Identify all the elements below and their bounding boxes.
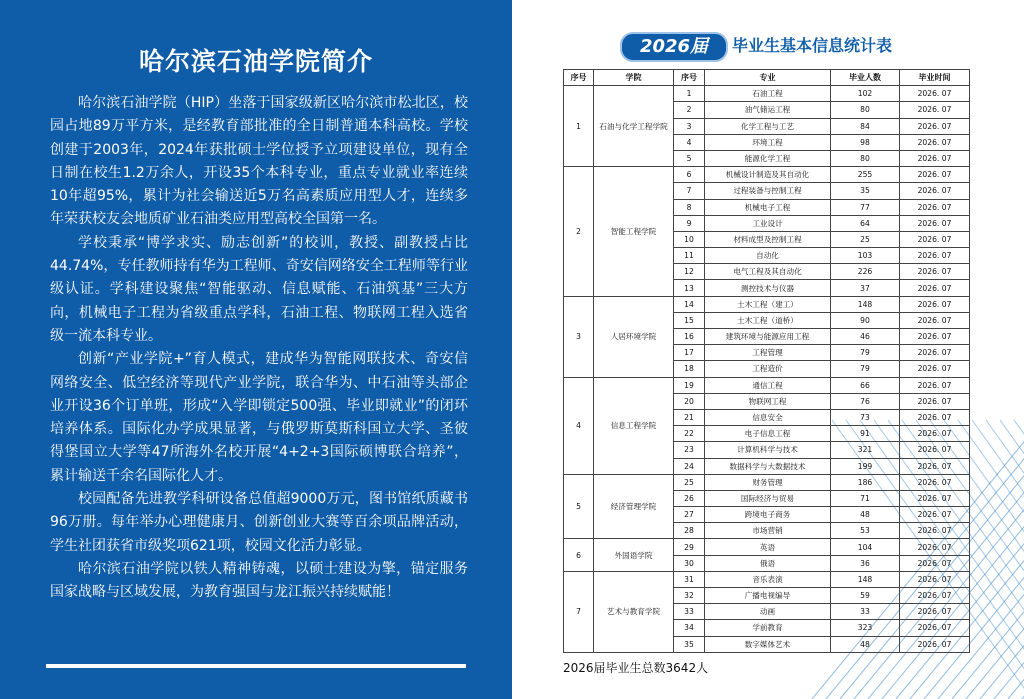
major-name-cell: 土木工程（建工） — [705, 296, 831, 312]
graduation-date-cell: 2026. 07 — [900, 215, 970, 231]
graduation-date-cell: 2026. 07 — [900, 555, 970, 571]
graduation-date-cell: 2026. 07 — [900, 118, 970, 134]
major-name-cell: 环境工程 — [705, 134, 831, 150]
table-body — [564, 86, 970, 653]
major-name-cell: 能源化学工程 — [705, 150, 831, 166]
table-row — [564, 86, 970, 102]
graduate-count-cell: 71 — [831, 490, 900, 506]
major-name-cell: 过程装备与控制工程 — [705, 183, 831, 199]
header-college-no: 序号 — [564, 70, 594, 86]
table-row — [564, 296, 970, 312]
intro-body — [50, 92, 468, 605]
major-number-cell: 24 — [674, 458, 705, 474]
graduation-date-cell: 2026. 07 — [900, 507, 970, 523]
bottom-divider — [46, 664, 466, 668]
graduation-date-cell: 2026. 07 — [900, 636, 970, 652]
graduate-count-cell: 80 — [831, 102, 900, 118]
graduate-count-cell: 77 — [831, 199, 900, 215]
major-name-cell: 数据科学与大数据技术 — [705, 458, 831, 474]
graduation-date-cell: 2026. 07 — [900, 102, 970, 118]
major-name-cell: 数字媒体艺术 — [705, 636, 831, 652]
major-number-cell: 2 — [674, 102, 705, 118]
major-name-cell: 动画 — [705, 604, 831, 620]
table-header-row — [564, 70, 970, 86]
graduate-count-cell: 91 — [831, 426, 900, 442]
major-number-cell: 6 — [674, 167, 705, 183]
major-name-cell: 英语 — [705, 539, 831, 555]
graduate-count-cell: 36 — [831, 555, 900, 571]
major-number-cell: 13 — [674, 280, 705, 296]
intro-paragraph: 创新“产业学院+”育人模式，建成华为智能网联技术、奇安信网络安全、低空经济等现代产业学院，联合华为、中石油等头部企业开设36个订单班，形成“入学即锁定500强、毕业即就业”的闭环培养体系。国际化办学成果显著，与俄罗斯莫斯科国立大学、圣彼得堡国立大学等47所海外名校开展“4+2+3国际硕博联合培养”，累计输送千余名国际化人才。 — [50, 351, 468, 484]
major-number-cell: 30 — [674, 555, 705, 571]
major-name-cell: 音乐表演 — [705, 571, 831, 587]
major-number-cell: 1 — [674, 86, 705, 102]
college-number-cell: 2 — [564, 167, 594, 297]
intro-title: 哈尔滨石油学院简介 — [138, 47, 373, 76]
graduate-count-cell: 59 — [831, 588, 900, 604]
major-name-cell: 石油工程 — [705, 86, 831, 102]
major-name-cell: 工程造价 — [705, 361, 831, 377]
major-name-cell: 材料成型及控制工程 — [705, 231, 831, 247]
graduation-date-cell: 2026. 07 — [900, 426, 970, 442]
major-number-cell: 15 — [674, 312, 705, 328]
graduate-count-cell: 76 — [831, 393, 900, 409]
graduation-date-cell: 2026. 07 — [900, 490, 970, 506]
graduate-count-cell: 255 — [831, 167, 900, 183]
graduation-date-cell: 2026. 07 — [900, 539, 970, 555]
table-title: 毕业生基本信息统计表 — [732, 36, 893, 55]
header-major: 专业 — [705, 70, 831, 86]
graduation-date-cell: 2026. 07 — [900, 280, 970, 296]
decorative-stripe — [1000, 420, 1024, 699]
college-name-cell: 智能工程学院 — [594, 167, 674, 297]
college-number-cell: 6 — [564, 539, 594, 571]
major-number-cell: 17 — [674, 345, 705, 361]
major-name-cell: 信息安全 — [705, 409, 831, 425]
graduate-count-cell: 186 — [831, 474, 900, 490]
major-number-cell: 33 — [674, 604, 705, 620]
intro-paragraph: 校园配备先进教学科研设备总值超9000万元，图书馆纸质藏书96万册。每年举办心理健康月、创新创业大赛等百余项品牌活动，学生社团获省市级奖项621项，校园文化活力彰显。 — [50, 491, 468, 554]
major-name-cell: 机械设计制造及其自动化 — [705, 167, 831, 183]
graduation-date-cell: 2026. 07 — [900, 134, 970, 150]
major-name-cell: 建筑环境与能源应用工程 — [705, 329, 831, 345]
intro-paragraph: 哈尔滨石油学院以铁人精神铸魂，以硕士建设为擎，锚定服务国家战略与区域发展，为教育强国与龙江振兴持续赋能！ — [50, 560, 468, 601]
graduation-date-cell: 2026. 07 — [900, 361, 970, 377]
major-number-cell: 11 — [674, 248, 705, 264]
major-name-cell: 机械电子工程 — [705, 199, 831, 215]
major-number-cell: 14 — [674, 296, 705, 312]
graduation-date-cell: 2026. 07 — [900, 150, 970, 166]
major-name-cell: 物联网工程 — [705, 393, 831, 409]
graduate-count-cell: 104 — [831, 539, 900, 555]
graduate-count-cell: 84 — [831, 118, 900, 134]
graduate-count-cell: 79 — [831, 345, 900, 361]
graduation-date-cell: 2026. 07 — [900, 248, 970, 264]
major-number-cell: 20 — [674, 393, 705, 409]
graduate-count-cell: 33 — [831, 604, 900, 620]
graduate-count-cell: 79 — [831, 361, 900, 377]
college-number-cell: 5 — [564, 474, 594, 539]
intro-paragraph: 学校秉承“博学求实、励志创新”的校训，教授、副教授占比44.74%，专任教师持有华为工程师、奇安信网络安全工程师等行业级认证。学科建设聚焦“智能驱动、信息赋能、石油筑基”三大方向，机械电子工程为省级重点学科，石油工程、物联网工程入选省级一流本科专业。 — [50, 234, 468, 344]
major-number-cell: 28 — [674, 523, 705, 539]
major-name-cell: 工业设计 — [705, 215, 831, 231]
college-name-cell: 信息工程学院 — [594, 377, 674, 474]
college-name-cell: 人居环境学院 — [594, 296, 674, 377]
major-number-cell: 4 — [674, 134, 705, 150]
header-major-no: 序号 — [674, 70, 705, 86]
graduation-date-cell: 2026. 07 — [900, 345, 970, 361]
major-name-cell: 土木工程（道桥） — [705, 312, 831, 328]
major-number-cell: 35 — [674, 636, 705, 652]
graduate-count-cell: 321 — [831, 442, 900, 458]
major-number-cell: 32 — [674, 588, 705, 604]
title-year-badge: 2026届 — [620, 32, 728, 62]
decorative-stripe — [966, 420, 1024, 699]
graduation-date-cell: 2026. 07 — [900, 183, 970, 199]
graduate-count-cell: 48 — [831, 507, 900, 523]
major-number-cell: 12 — [674, 264, 705, 280]
college-number-cell: 4 — [564, 377, 594, 474]
major-number-cell: 23 — [674, 442, 705, 458]
graduate-count-cell: 25 — [831, 231, 900, 247]
graduation-date-cell: 2026. 07 — [900, 231, 970, 247]
major-number-cell: 22 — [674, 426, 705, 442]
college-name-cell: 外国语学院 — [594, 539, 674, 571]
graduate-count-cell: 148 — [831, 571, 900, 587]
major-number-cell: 29 — [674, 539, 705, 555]
major-number-cell: 9 — [674, 215, 705, 231]
graduate-count-cell: 148 — [831, 296, 900, 312]
graduation-date-cell: 2026. 07 — [900, 377, 970, 393]
major-number-cell: 8 — [674, 199, 705, 215]
table-row — [564, 571, 970, 587]
major-name-cell: 跨境电子商务 — [705, 507, 831, 523]
graduate-count-cell: 73 — [831, 409, 900, 425]
graduate-stats-table — [563, 69, 970, 653]
graduation-date-cell: 2026. 07 — [900, 167, 970, 183]
college-number-cell: 3 — [564, 296, 594, 377]
major-name-cell: 化学工程与工艺 — [705, 118, 831, 134]
graduation-date-cell: 2026. 07 — [900, 620, 970, 636]
major-number-cell: 26 — [674, 490, 705, 506]
major-number-cell: 19 — [674, 377, 705, 393]
graduate-count-cell: 90 — [831, 312, 900, 328]
graduation-date-cell: 2026. 07 — [900, 264, 970, 280]
table-row — [564, 167, 970, 183]
college-name-cell: 经济管理学院 — [594, 474, 674, 539]
graduate-count-cell: 323 — [831, 620, 900, 636]
graduation-date-cell: 2026. 07 — [900, 393, 970, 409]
decorative-stripe — [986, 420, 1024, 699]
college-name-cell: 石油与化学工程学院 — [594, 86, 674, 167]
header-count: 毕业人数 — [831, 70, 900, 86]
graduate-count-cell: 226 — [831, 264, 900, 280]
major-name-cell: 油气储运工程 — [705, 102, 831, 118]
major-name-cell: 广播电视编导 — [705, 588, 831, 604]
college-number-cell: 7 — [564, 571, 594, 652]
major-name-cell: 计算机科学与技术 — [705, 442, 831, 458]
graduation-date-cell: 2026. 07 — [900, 329, 970, 345]
major-number-cell: 25 — [674, 474, 705, 490]
graduation-date-cell: 2026. 07 — [900, 312, 970, 328]
decorative-stripe — [994, 420, 1024, 699]
graduation-date-cell: 2026. 07 — [900, 588, 970, 604]
graduation-date-cell: 2026. 07 — [900, 296, 970, 312]
major-number-cell: 5 — [674, 150, 705, 166]
major-number-cell: 3 — [674, 118, 705, 134]
major-number-cell: 7 — [674, 183, 705, 199]
graduation-date-cell: 2026. 07 — [900, 442, 970, 458]
major-name-cell: 通信工程 — [705, 377, 831, 393]
college-name-cell: 艺术与教育学院 — [594, 571, 674, 652]
graduation-date-cell: 2026. 07 — [900, 571, 970, 587]
college-number-cell: 1 — [564, 86, 594, 167]
table-row — [564, 539, 970, 555]
major-name-cell: 俄语 — [705, 555, 831, 571]
graduation-date-cell: 2026. 07 — [900, 604, 970, 620]
major-number-cell: 27 — [674, 507, 705, 523]
graduate-count-cell: 48 — [831, 636, 900, 652]
major-name-cell: 测控技术与仪器 — [705, 280, 831, 296]
major-number-cell: 16 — [674, 329, 705, 345]
major-name-cell: 市场营销 — [705, 523, 831, 539]
graduation-date-cell: 2026. 07 — [900, 86, 970, 102]
graduate-count-cell: 46 — [831, 329, 900, 345]
graduation-date-cell: 2026. 07 — [900, 409, 970, 425]
major-number-cell: 18 — [674, 361, 705, 377]
intro-paragraph: 哈尔滨石油学院（HIP）坐落于国家级新区哈尔滨市松北区，校园占地89万平方米，是经教育部批准的全日制普通本科高校。学校创建于2003年，2024年获批硕士学位授予立项建设单位，现有全日制在校生1.2万余人，开设35个本科专业，重点专业就业率连续10年超95%，累计为社会输送近5万名高素质应用型人才，连续多年荣获校友会地质矿业石油类应用型高校全国第一名。 — [50, 95, 468, 228]
major-name-cell: 自动化 — [705, 248, 831, 264]
graduation-date-cell: 2026. 07 — [900, 458, 970, 474]
graduate-count-cell: 199 — [831, 458, 900, 474]
major-name-cell: 国际经济与贸易 — [705, 490, 831, 506]
graduate-count-cell: 64 — [831, 215, 900, 231]
total-graduates: 2026届毕业生总数3642人 — [563, 661, 709, 675]
major-number-cell: 10 — [674, 231, 705, 247]
header-date: 毕业时间 — [900, 70, 970, 86]
graduate-count-cell: 102 — [831, 86, 900, 102]
graduation-date-cell: 2026. 07 — [900, 199, 970, 215]
graduate-count-cell: 35 — [831, 183, 900, 199]
major-name-cell: 电子信息工程 — [705, 426, 831, 442]
graduate-count-cell: 66 — [831, 377, 900, 393]
graduate-count-cell: 98 — [831, 134, 900, 150]
graduation-date-cell: 2026. 07 — [900, 523, 970, 539]
major-name-cell: 财务管理 — [705, 474, 831, 490]
table-row — [564, 377, 970, 393]
graduate-count-cell: 103 — [831, 248, 900, 264]
major-name-cell: 工程管理 — [705, 345, 831, 361]
major-number-cell: 34 — [674, 620, 705, 636]
major-number-cell: 21 — [674, 409, 705, 425]
major-name-cell: 学前教育 — [705, 620, 831, 636]
graduate-count-cell: 80 — [831, 150, 900, 166]
major-name-cell: 电气工程及其自动化 — [705, 264, 831, 280]
graduate-count-cell: 37 — [831, 280, 900, 296]
graduation-date-cell: 2026. 07 — [900, 474, 970, 490]
header-college: 学院 — [594, 70, 674, 86]
major-number-cell: 31 — [674, 571, 705, 587]
table-row — [564, 474, 970, 490]
graduate-count-cell: 53 — [831, 523, 900, 539]
